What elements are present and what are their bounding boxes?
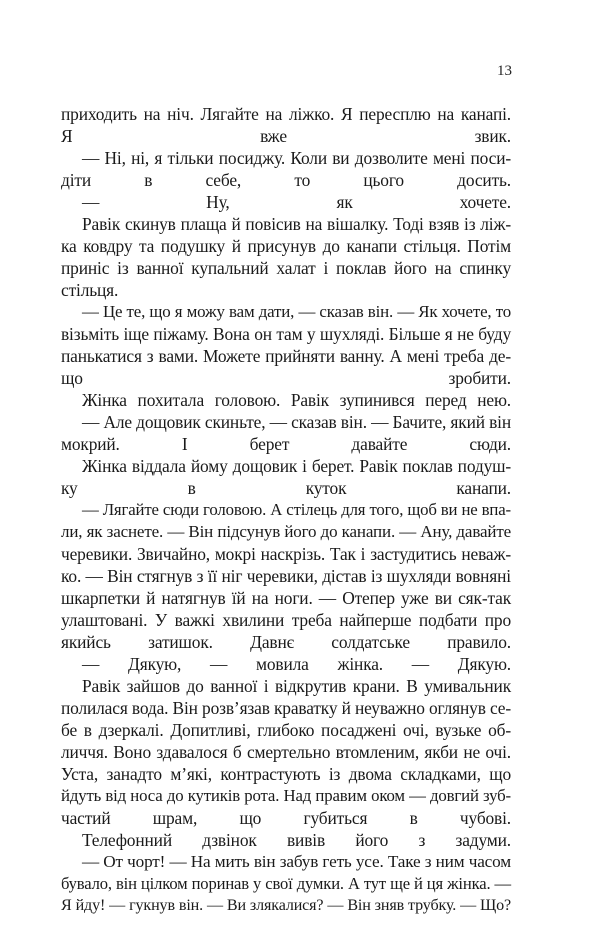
text-line: що зробити. (61, 368, 511, 388)
text-line: приходить на ніч. Лягайте на ліжко. Я пересплю на канапі. (61, 104, 511, 124)
text-line: Я йду! — гукнув він. — Ви злякалися? — Він зняв трубку. — Що? (61, 897, 511, 914)
text-line: візьміть іще піжаму. Вона он там у шухляді. Більше я не буду (61, 324, 511, 344)
text-line: личчя. Воно здавалося б смертельно втомленим, якби не очі. (61, 742, 511, 762)
text-line: ли, як заснете. — Він підсунув його до канапи. — Ану, давайте (61, 522, 511, 541)
text-line: якийсь затишок. Давнє солдатське правило. (61, 632, 511, 652)
text-line: йдуть від носа до кутиків рота. Над правим оком — довгий зуб- (61, 786, 511, 805)
text-line: — Ні, ні, я тільки посиджу. Коли ви дозволите мені поси- (82, 148, 511, 168)
text-line: мокрий. І берет давайте сюди. (61, 434, 511, 454)
text-line: — Це те, що я можу вам дати, — сказав він. — Як хочете, то (82, 302, 511, 321)
text-line: діти в себе, то цього досить. (61, 170, 511, 190)
text-line: Я вже звик. (61, 126, 511, 146)
text-line: шкарпетки й натягнув їй на ноги. — Отепер уже ви сяк-так (61, 588, 511, 608)
page-number: 13 (497, 63, 512, 79)
text-line: — Але дощовик скиньте, — сказав він. — Бачите, який він (82, 412, 511, 432)
text-line: приніс із ванної купальний халат і поклав його на спинку (61, 258, 511, 278)
text-line: — Ну, як хочете. (82, 192, 511, 212)
text-line: стільця. (61, 280, 119, 300)
text-line: — Лягайте сюди головою. А стілець для того, щоб ви не впа- (82, 500, 511, 519)
text-line: ко. — Він стягнув з її ніг черевики, дістав із шухляди вовняні (61, 566, 511, 586)
text-line: бе в дзеркалі. Допитливі, глибоко посаджені очі, вузьке об- (61, 720, 511, 740)
text-line: Равік скинув плаща й повісив на вішалку. Тоді взяв із ліж- (82, 214, 511, 234)
text-line: Жінка віддала йому дощовик і берет. Равік поклав подуш- (82, 456, 511, 476)
text-line: частий шрам, що губиться в чубові. (61, 808, 511, 828)
text-line: — Дякую, — мовила жінка. — Дякую. (82, 654, 511, 674)
body-text (61, 103, 511, 917)
text-line: — От чорт! — На мить він забув геть усе. Таке з ним часом (82, 852, 511, 871)
text-line: Телефонний дзвінок вивів його з задуми. (82, 830, 511, 850)
text-line: бувало, він цілком поринав у свої думки. А тут ще й ця жінка. — (61, 874, 511, 893)
text-line: ку в куток канапи. (61, 478, 511, 498)
text-line: полилася вода. Він розв’язав краватку й неуважно оглянув се- (61, 698, 511, 718)
text-line: Равік зайшов до ванної і відкрутив крани. В умивальник (82, 676, 511, 696)
text-line: черевики. Звичайно, мокрі наскрізь. Так і застудитись неваж- (61, 544, 511, 564)
text-line: ка ковдру та подушку й присунув до канапи стільця. Потім (61, 236, 511, 256)
text-line: Жінка похитала головою. Равік зупинився перед нею. (82, 390, 511, 410)
text-line: панькатися з вами. Можете прийняти ванну. А мені треба де- (61, 346, 511, 366)
text-line: Уста, занадто м’які, контрастують із двома складками, що (61, 764, 511, 784)
text-line: улаштовані. У важкі хвилини треба найперше подбати про (61, 610, 511, 630)
